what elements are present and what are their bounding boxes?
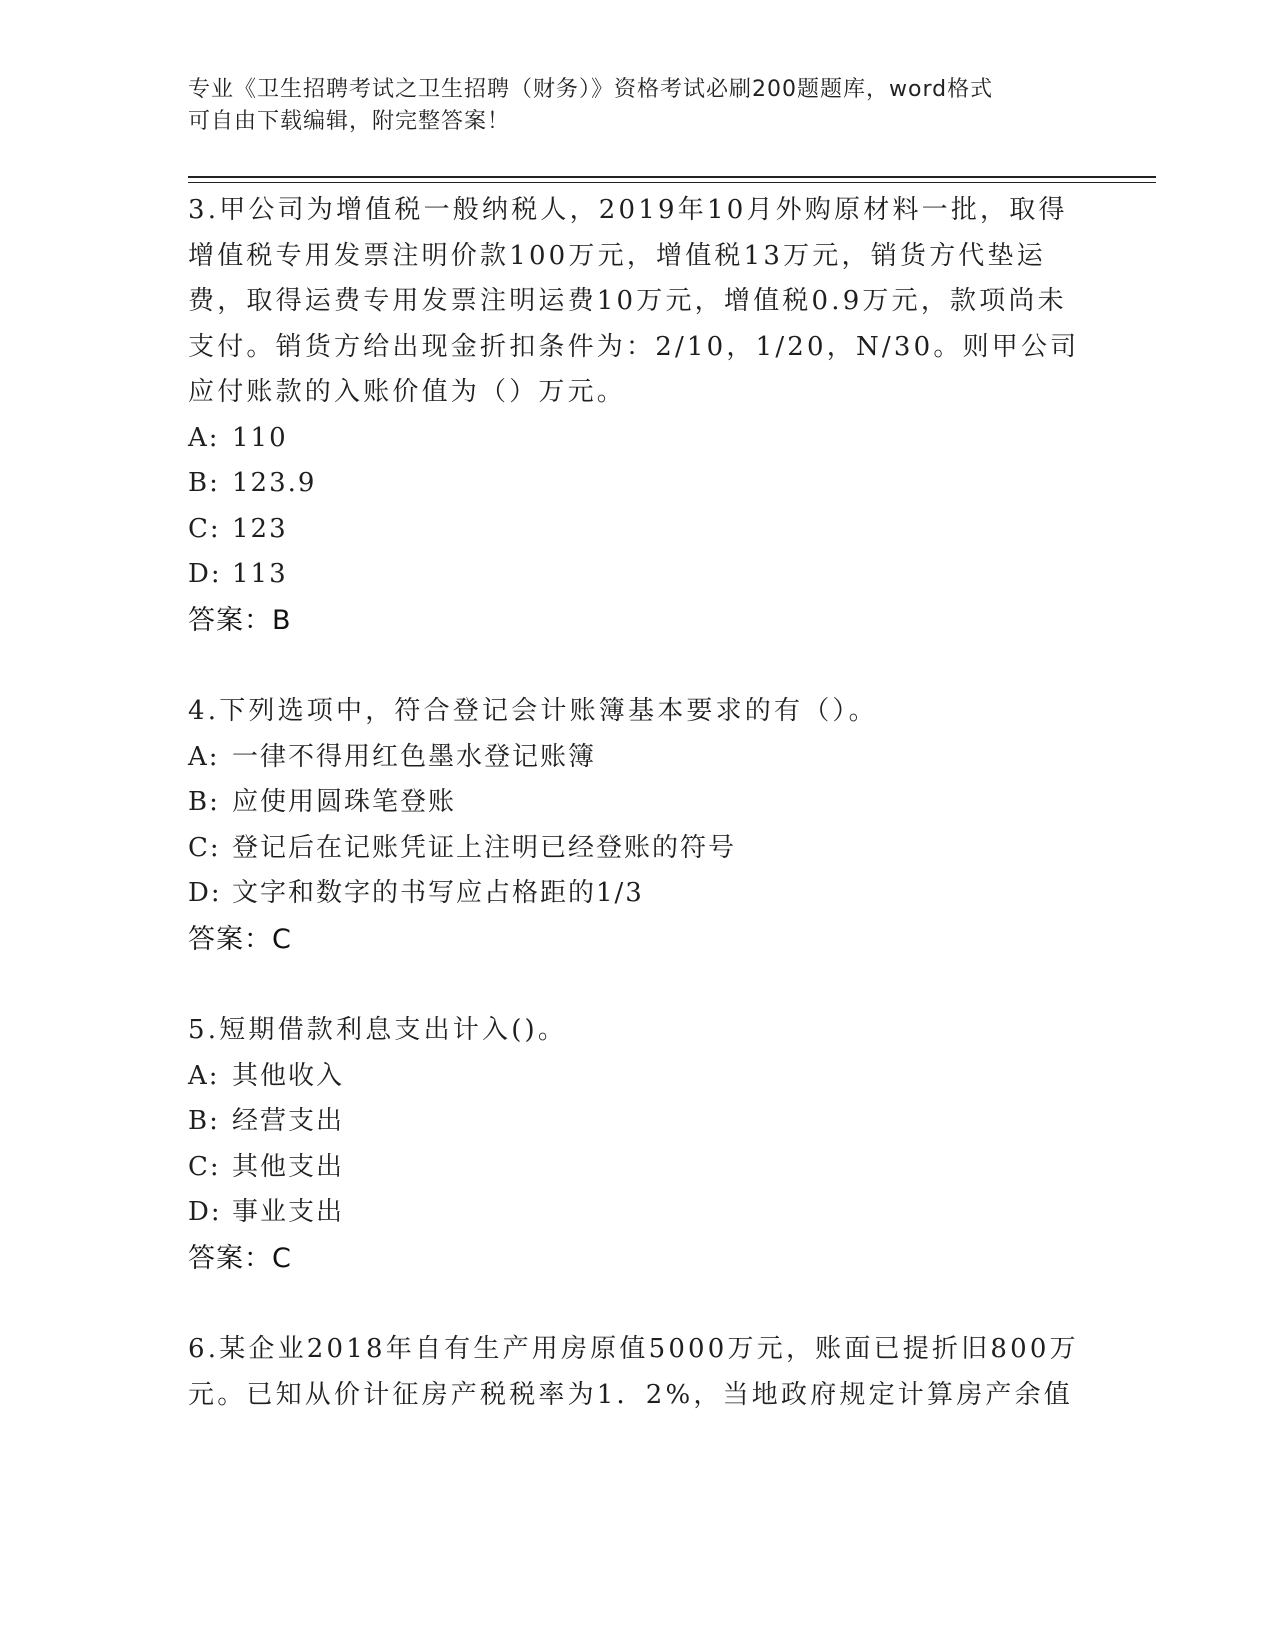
option-text: 经营支出 xyxy=(232,1106,345,1136)
option-key: B: xyxy=(188,787,220,817)
option-b xyxy=(188,1099,1088,1145)
answer-line: 答案：C xyxy=(188,923,292,955)
option-text: 文字和数字的书写应占格距的1/3 xyxy=(232,878,644,908)
question-stem: 6.某企业2018年自有生产用房原值5000万元，账面已提折旧800万元。已知从价计征房产税税率为1．2%，当地政府规定计算房产余值 xyxy=(188,1334,1079,1410)
option-key: C: xyxy=(188,1151,221,1182)
question-spacer xyxy=(188,962,1088,1008)
option-key: D: xyxy=(188,559,222,589)
option-a xyxy=(188,735,1088,781)
option-text: 123 xyxy=(232,513,288,544)
question-4 xyxy=(188,689,1088,962)
option-text: 123.9 xyxy=(232,468,317,498)
question-5 xyxy=(188,1008,1088,1281)
header-line-2: 可自由下载编辑，附完整答案！ xyxy=(188,109,511,134)
question-stem: 4.下列选项中，符合登记会计账簿基本要求的有（）。 xyxy=(188,696,878,726)
option-key: B: xyxy=(188,468,220,498)
option-text: 其他支出 xyxy=(232,1151,345,1182)
question-stem: 3.甲公司为增值税一般纳税人，2019年10月外购原材料一批，取得增值税专用发票注明价款100万元，增值税13万元，销货方代垫运费，取得运费专用发票注明运费10万元，增值税0.9万元，款项尚未支付。销货方给出现金折扣条件为：2/10，1/20，N/30。则甲公司应付账款的入账价值为（）万元。 xyxy=(188,195,1080,407)
option-c xyxy=(188,826,1088,872)
option-text: 登记后在记账凭证上注明已经登账的符号 xyxy=(232,832,737,863)
question-stem: 5.短期借款利息支出计入()。 xyxy=(188,1015,568,1045)
question-spacer xyxy=(188,643,1088,689)
option-text: 一律不得用红色墨水登记账簿 xyxy=(232,741,597,772)
header-divider-thick xyxy=(188,176,1156,178)
option-key: D: xyxy=(188,878,222,908)
option-d xyxy=(188,871,1088,917)
question-list xyxy=(188,188,1088,1418)
question-3 xyxy=(188,188,1088,643)
answer-line: 答案：C xyxy=(188,1242,292,1274)
option-key: A: xyxy=(188,741,220,772)
option-text: 事业支出 xyxy=(232,1197,345,1227)
option-text: 110 xyxy=(232,422,288,453)
option-d xyxy=(188,552,1088,598)
option-key: A: xyxy=(188,422,220,453)
option-b xyxy=(188,461,1088,507)
question-6 xyxy=(188,1327,1088,1418)
answer-line: 答案：B xyxy=(188,604,292,636)
option-key: C: xyxy=(188,513,221,544)
header-line-1: 专业《卫生招聘考试之卫生招聘（财务）》资格考试必刷200题题库，word格式 xyxy=(188,77,994,102)
question-spacer xyxy=(188,1281,1088,1327)
option-key: B: xyxy=(188,1106,220,1136)
option-text: 应使用圆珠笔登账 xyxy=(232,787,457,817)
document-header xyxy=(188,74,1088,138)
option-key: D: xyxy=(188,1197,222,1227)
option-d xyxy=(188,1190,1088,1236)
option-text: 其他收入 xyxy=(232,1060,345,1091)
option-key: C: xyxy=(188,832,221,863)
option-a xyxy=(188,1054,1088,1100)
option-c xyxy=(188,1145,1088,1191)
header-divider-thin xyxy=(188,182,1156,183)
option-c xyxy=(188,507,1088,553)
option-text: 113 xyxy=(232,559,288,589)
option-b xyxy=(188,780,1088,826)
option-key: A: xyxy=(188,1060,220,1091)
option-a xyxy=(188,416,1088,462)
